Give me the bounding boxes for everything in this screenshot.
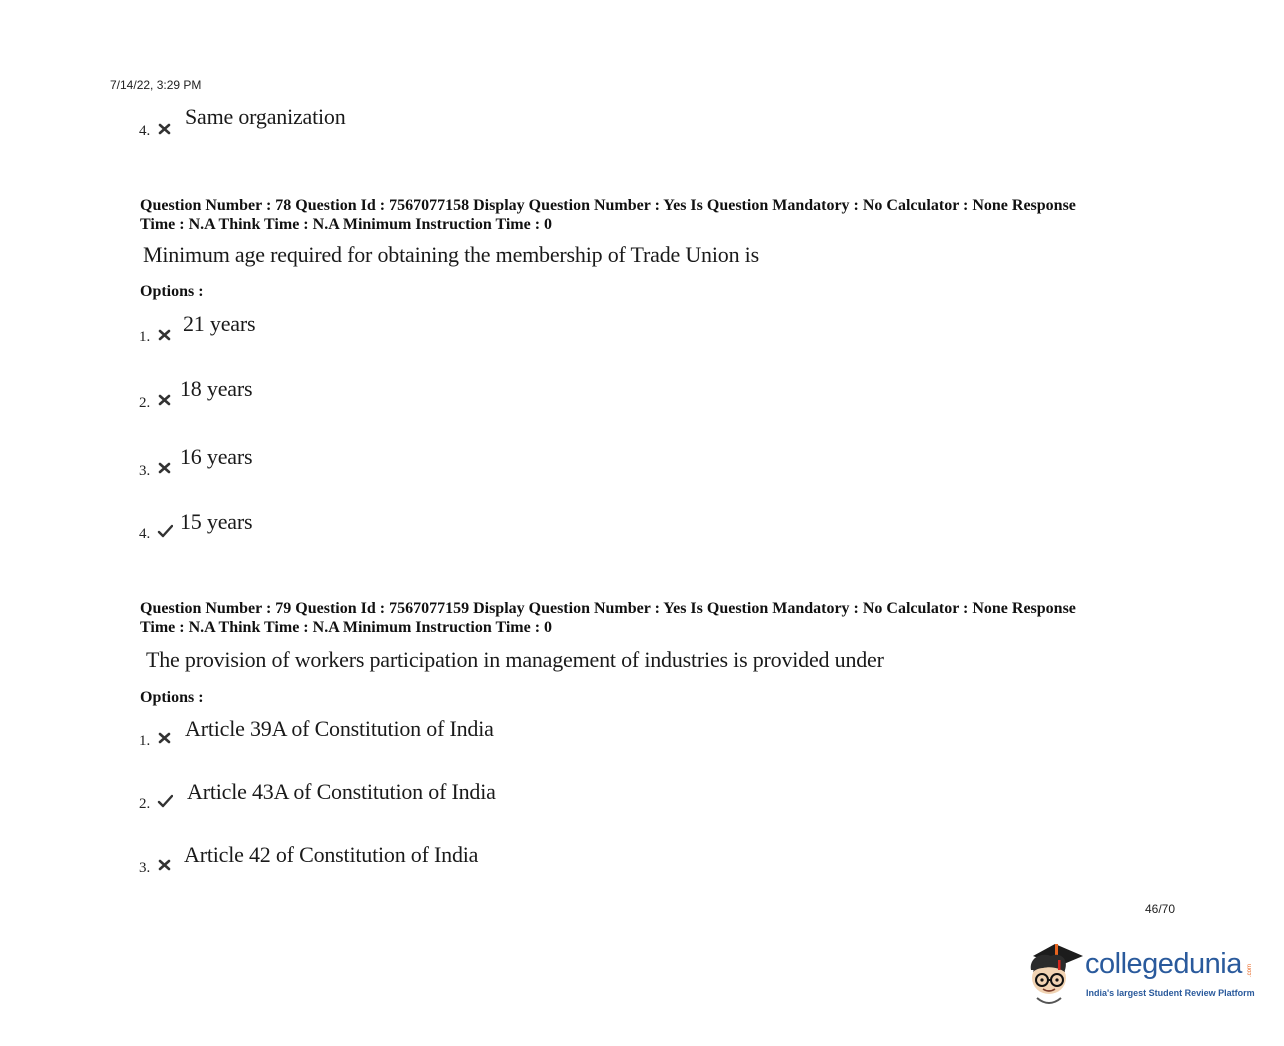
question-meta-line: Time : N.A Think Time : N.A Minimum Instruction Time : 0	[140, 216, 553, 233]
option-number: 4.	[139, 526, 151, 542]
option-number: 3.	[139, 463, 151, 479]
option-number: 2.	[139, 796, 151, 812]
print-timestamp: 7/14/22, 3:29 PM	[110, 78, 202, 92]
logo-tagline: India's largest Student Review Platform	[1086, 988, 1255, 998]
check-icon	[157, 523, 173, 539]
question-meta-line: Time : N.A Think Time : N.A Minimum Instruction Time : 0	[140, 619, 553, 636]
cross-icon	[157, 730, 173, 746]
cross-icon	[157, 857, 173, 873]
option-text: 15 years	[180, 509, 253, 534]
question-meta	[140, 196, 1170, 234]
question-text: Minimum age required for obtaining the membership of Trade Union is	[143, 242, 759, 267]
logo-wordmark: collegedunia	[1085, 948, 1242, 980]
page-number: 46/70	[1145, 902, 1176, 916]
option-number: 3.	[139, 860, 151, 876]
question-meta-line: Question Number : 78 Question Id : 7567077158 Display Question Number : Yes Is Question Mandatory : No Calculator : None Response	[140, 197, 1076, 214]
option-text: Article 39A of Constitution of India	[185, 716, 494, 741]
option-number: 1.	[139, 329, 151, 345]
cross-icon	[157, 460, 173, 476]
options-label: Options :	[140, 689, 204, 706]
cross-icon	[157, 121, 173, 137]
cross-icon	[157, 392, 173, 408]
option-text: 21 years	[183, 311, 256, 336]
option-number: 2.	[139, 395, 151, 411]
option-text: Same organization	[185, 104, 346, 129]
question-meta-line: Question Number : 79 Question Id : 7567077159 Display Question Number : Yes Is Question Mandatory : No Calculator : None Response	[140, 600, 1076, 617]
mascot-icon	[1025, 938, 1087, 1010]
option-text: 18 years	[180, 376, 253, 401]
option-number: 1.	[139, 733, 151, 749]
options-label: Options :	[140, 283, 204, 300]
option-number: 4.	[139, 123, 151, 139]
logo-suffix: .com	[1247, 964, 1253, 978]
option-text: Article 42 of Constitution of India	[184, 842, 479, 867]
check-icon	[157, 793, 173, 809]
option-text: Article 43A of Constitution of India	[187, 779, 496, 804]
question-meta	[140, 599, 1170, 637]
option-text: 16 years	[180, 444, 253, 469]
collegedunia-logo	[1025, 938, 1255, 1010]
cross-icon	[157, 327, 173, 343]
question-text: The provision of workers participation in management of industries is provided under	[146, 647, 884, 672]
